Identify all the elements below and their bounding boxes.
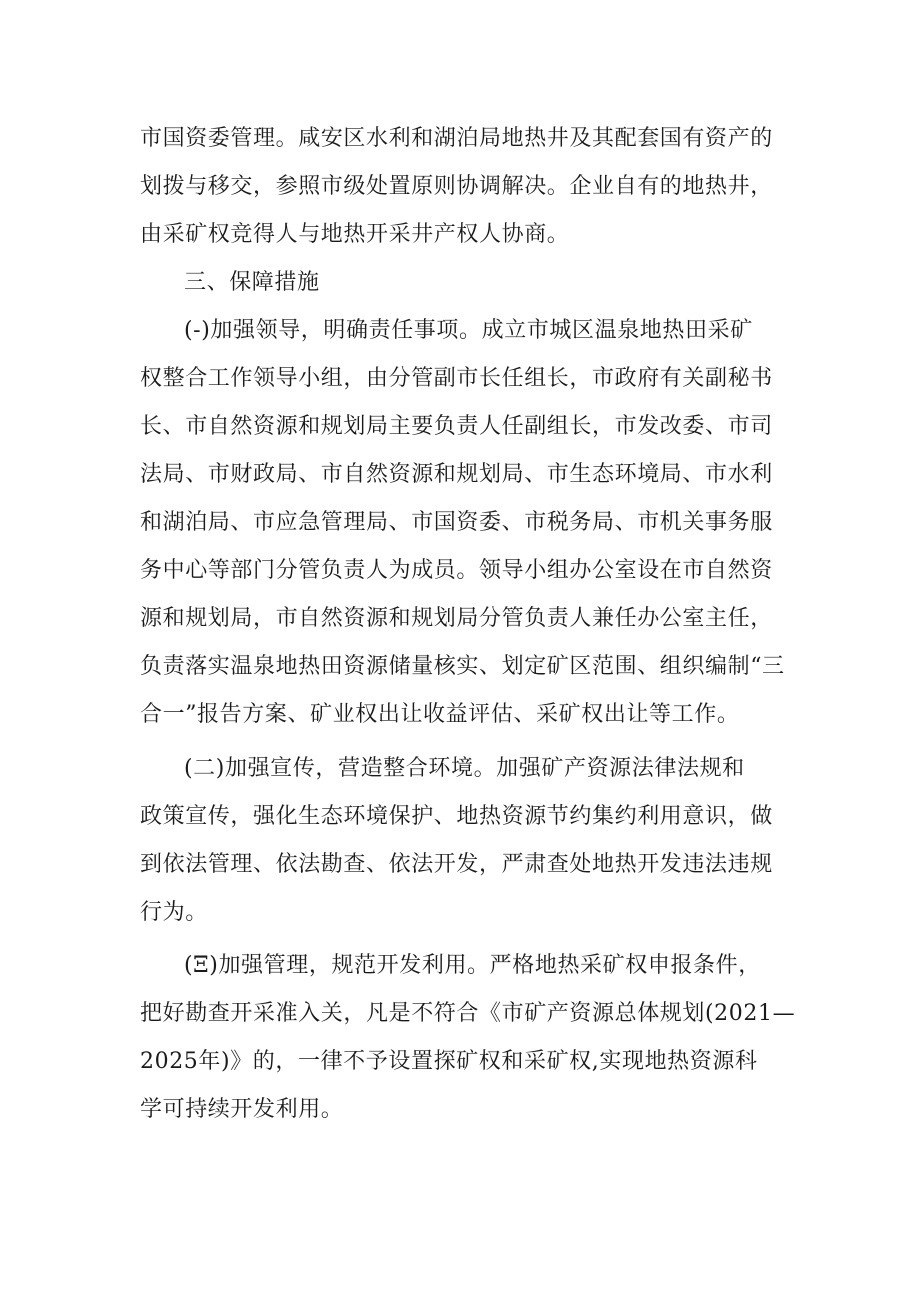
paragraph-line: 划拨与移交，参照市级处置原则协调解决。企业自有的地热井， [140, 174, 773, 199]
paragraph-line: 到依法管理、依法勘查、依法开发，严肃查处地热开发违法违规 [140, 852, 773, 877]
section-heading: 三、保障措施 [184, 270, 320, 295]
paragraph-line: 市国资委管理。咸安区水利和湖泊局地热井及其配套国有资产的 [140, 126, 773, 151]
paragraph-line: 把好勘查开采准入关，凡是不符合《市矿产资源总体规划(2021— [140, 1001, 796, 1026]
paragraph-line: 由采矿权竞得人与地热开采井产权人协商。 [140, 222, 570, 247]
paragraph-line: (二)加强宣传，营造整合环境。加强矿产资源法律法规和 [184, 756, 745, 781]
paragraph-line: 务中心等部门分管负责人为成员。领导小组办公室设在市自然资 [140, 558, 773, 583]
paragraph-line: 行为。 [140, 900, 208, 925]
paragraph-line: 负责落实温泉地热田资源储量核实、划定矿区范围、组织编制“三 [140, 654, 785, 679]
paragraph-line: (-)加强领导，明确责任事项。成立市城区温泉地热田采矿 [184, 318, 753, 343]
paragraph-line: 源和规划局，市自然资源和规划局分管负责人兼任办公室主任， [140, 606, 773, 631]
paragraph-line: 和湖泊局、市应急管理局、市国资委、市税务局、市机关事务服 [140, 510, 773, 535]
paragraph-line: 学可持续开发利用。 [140, 1097, 344, 1122]
paragraph-line: 法局、市财政局、市自然资源和规划局、市生态环境局、市水利 [140, 462, 773, 487]
paragraph-line: 政策宣传，强化生态环境保护、地热资源节约集约利用意识，做 [140, 804, 773, 829]
paragraph-line: 合一”报告方案、矿业权出让收益评估、采矿权出让等工作。 [140, 702, 740, 727]
paragraph-line: (Ξ)加强管理，规范开发利用。严格地热采矿权申报条件， [184, 953, 761, 978]
paragraph-line: 2025年)》的，一律不予设置探矿权和采矿权,实现地热资源科 [140, 1049, 758, 1074]
paragraph-line: 长、市自然资源和规划局主要负责人任副组长，市发改委、市司 [140, 414, 773, 439]
paragraph-line: 权整合工作领导小组，由分管副市长任组长，市政府有关副秘书 [140, 366, 773, 391]
